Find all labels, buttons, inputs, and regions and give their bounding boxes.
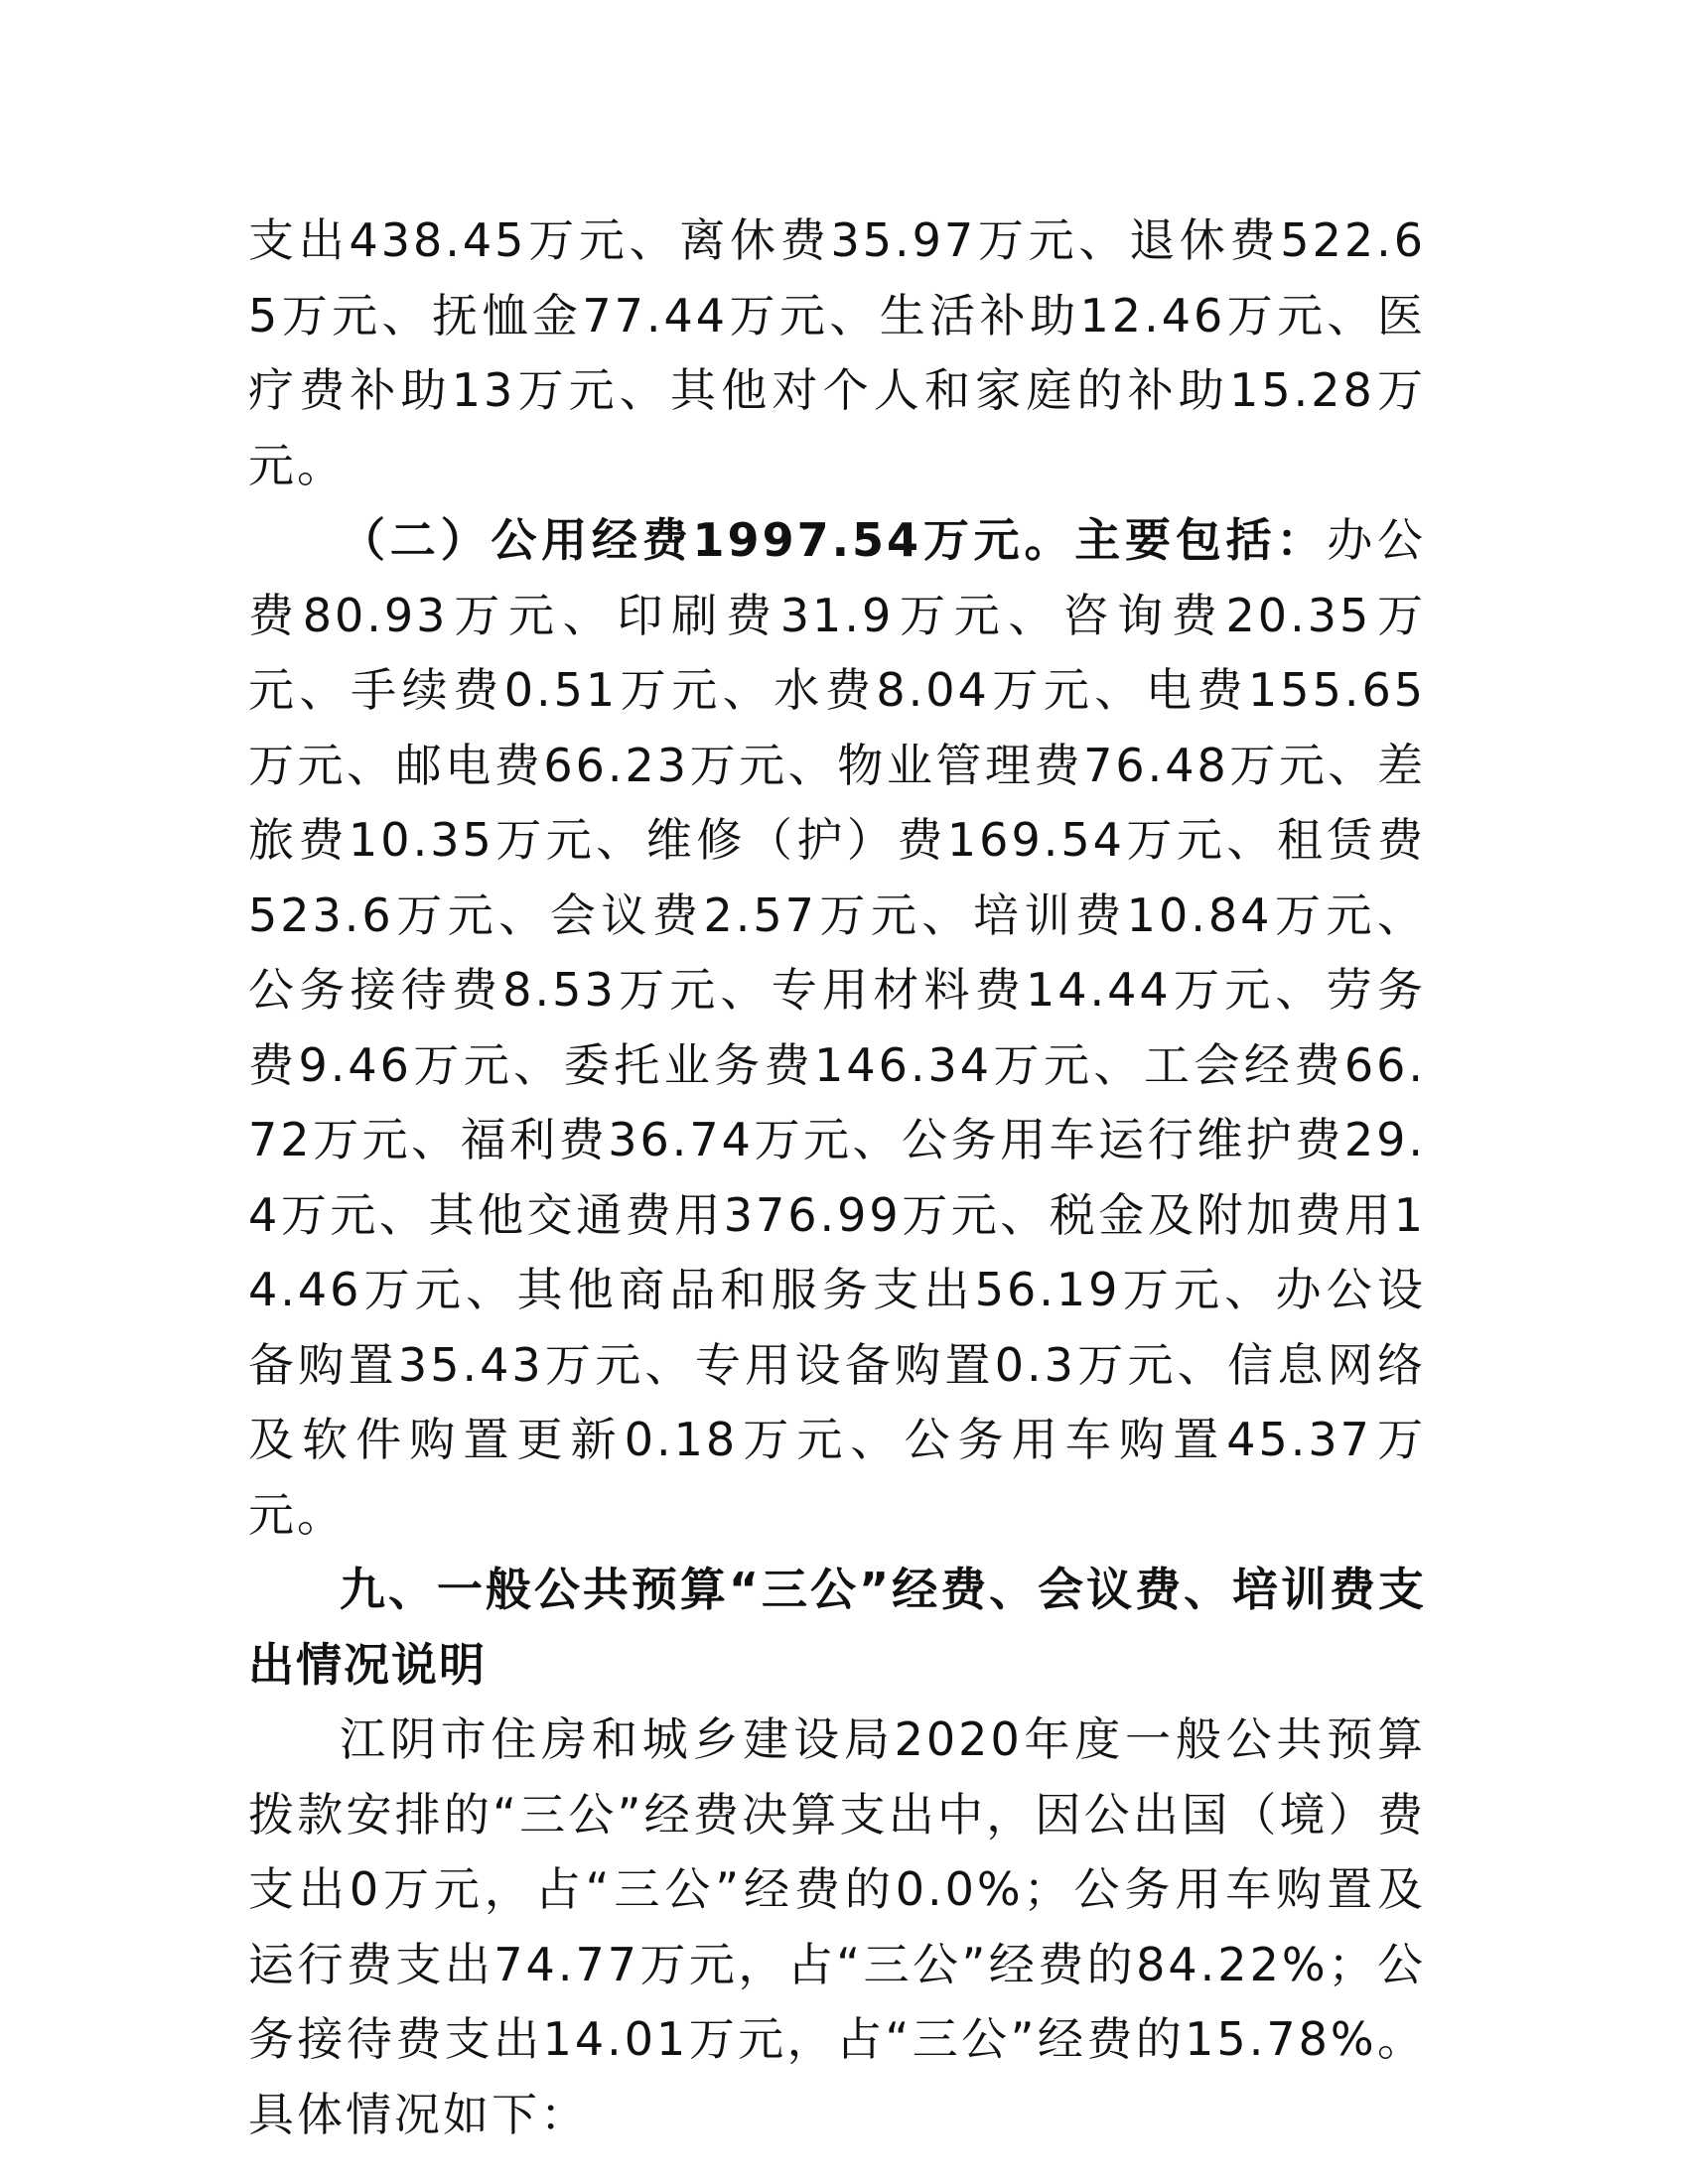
paragraph-public-expenses — [248, 503, 1426, 1553]
section-two-body: 办公费80.93万元、印刷费31.9万元、咨询费20.35万元、手续费0.51万元、水费8.04万元、电费155.65万元、邮电费66.23万元、物业管理费76.48万元、差旅费10.35万元、维修（护）费169.54万元、租赁费523.6万元、会议费2.57万元、培训费10.84万元、公务接待费8.53万元、专用材料费14.44万元、劳务费9.46万元、委托业务费146.34万元、工会经费66.72万元、福利费36.74万元、公务用车运行维护费29.4万元、其他交通费用376.99万元、税金及附加费用14.46万元、其他商品和服务支出56.19万元、办公设备购置35.43万元、专用设备购置0.3万元、信息网络及软件购置更新0.18万元、公务用车购置45.37万元。 — [248, 513, 1427, 1542]
paragraph-personnel-expenses-continuation: 支出438.45万元、离休费35.97万元、退休费522.65万元、抚恤金77.44万元、生活补助12.46万元、医疗费补助13万元、其他对个人和家庭的补助15.28万元。 — [248, 213, 1426, 492]
paragraph-three-public-expenses: 江阴市住房和城乡建设局2020年度一般公共预算拨款安排的“三公”经费决算支出中，因公出国（境）费支出0万元，占“三公”经费的0.0%；公务用车购置及运行费支出74.77万元，占“三公”经费的84.22%；公务接待费支出14.01万元，占“三公”经费的15.78%。具体情况如下： — [248, 1712, 1426, 2141]
section-two-heading: （二）公用经费1997.54万元。主要包括： — [340, 513, 1328, 567]
section-nine-heading: 九、一般公共预算“三公”经费、会议费、培训费支出情况说明 — [248, 1563, 1426, 1692]
document-page — [248, 204, 1426, 2152]
